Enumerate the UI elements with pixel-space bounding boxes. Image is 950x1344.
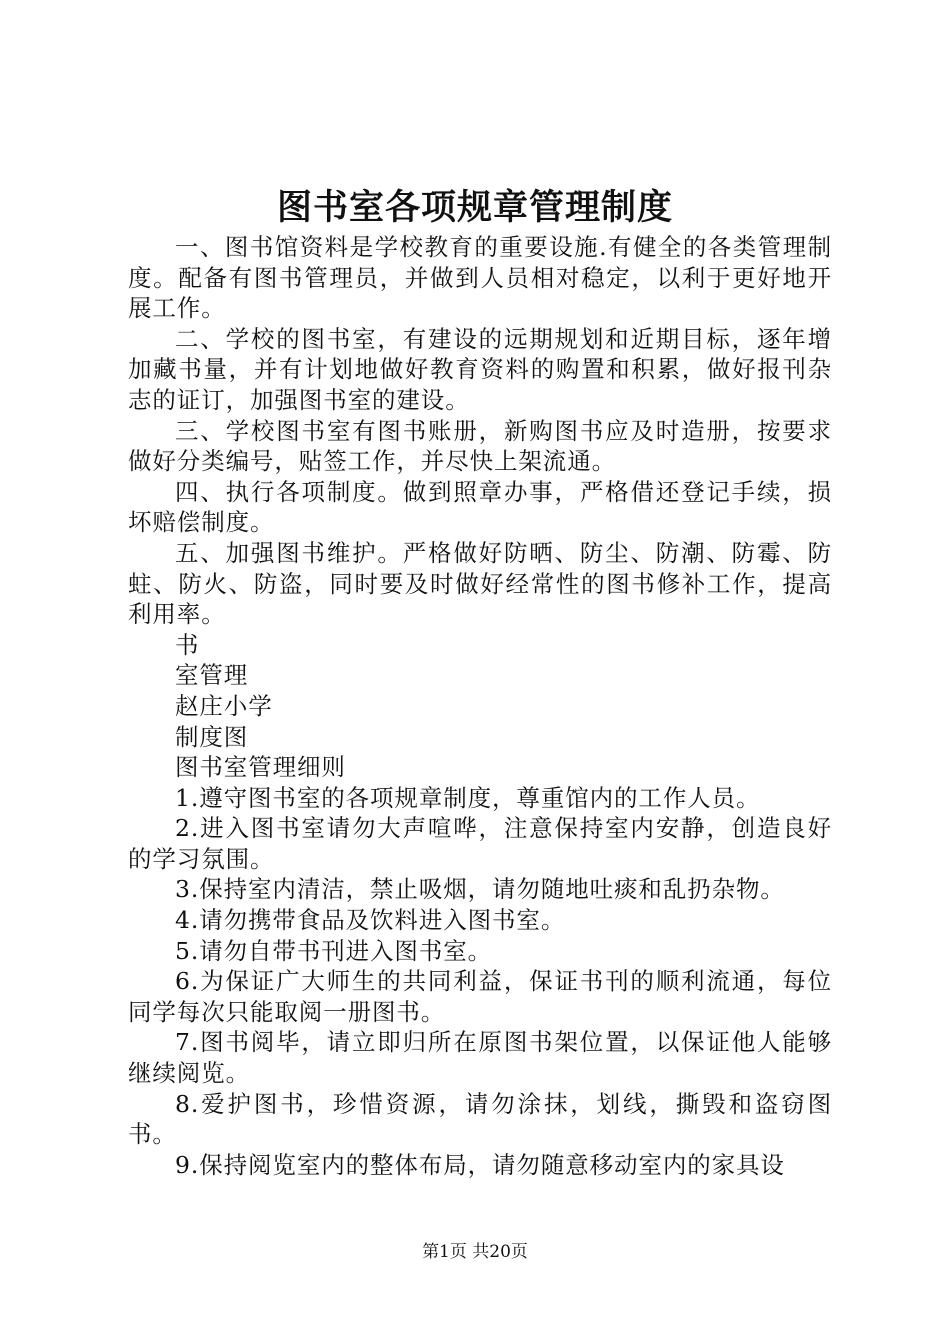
paragraph: 一、图书馆资料是学校教育的重要设施.有健全的各类管理制度。配备有图书管理员，并做到人员相对稳定，以利于更好地开展工作。 [128, 233, 832, 323]
paragraph: 二、学校的图书室，有建设的远期规划和近期目标，逐年增加藏书量，并有计划地做好教育资料的购置和积累，做好报刊杂志的证订，加强图书室的建设。 [128, 324, 832, 414]
paragraph: 五、加强图书维护。严格做好防晒、防尘、防潮、防霉、防蛀、防火、防盗，同时要及时做好经常性的图书修补工作，提高利用率。 [128, 538, 832, 629]
paragraph: 三、学校图书室有图书账册，新购图书应及时造册，按要求做好分类编号，贴签工作，并尽快上架流通。 [128, 416, 832, 476]
paragraph: 赵庄小学 [175, 691, 273, 720]
rule-item: 7.图书阅毕，请立即归所在原图书架位置，以保证他人能够继续阅览。 [128, 1028, 832, 1088]
paragraph: 室管理 [175, 661, 249, 690]
page-number-footer: 第1页 共20页 [422, 1242, 528, 1262]
rule-item: 6.为保证广大师生的共同利益，保证书刊的顺利流通，每位同学每次只能取阅一册图书。 [128, 967, 832, 1026]
paragraph: 四、执行各项制度。做到照章办事，严格借还登记手续，损坏赔偿制度。 [128, 477, 832, 537]
rule-item: 1.遵守图书室的各项规章制度，尊重馆内的工作人员。 [175, 783, 761, 812]
rule-item: 4.请勿携带食品及饮料进入图书室。 [175, 906, 566, 935]
rule-item: 9.保持阅览室内的整体布局，请勿随意移动室内的家具设 [175, 1150, 785, 1179]
document-title: 图书室各项规章管理制度 [276, 187, 673, 228]
paragraph: 制度图 [175, 722, 249, 751]
rule-item: 2.进入图书室请勿大声喧哗，注意保持室内安静，创造良好的学习氛围。 [128, 814, 832, 873]
rule-item: 3.保持室内清洁，禁止吸烟，请勿随地吐痰和乱扔杂物。 [175, 875, 785, 904]
rule-item: 8.爱护图书，珍惜资源，请勿涂抹，划线，撕毁和盗窃图书。 [128, 1089, 832, 1149]
document-body [128, 232, 832, 1180]
paragraph: 书 [175, 630, 200, 659]
section-heading: 图书室管理细则 [175, 753, 346, 782]
rule-item: 5.请勿自带书刊进入图书室。 [175, 936, 493, 965]
